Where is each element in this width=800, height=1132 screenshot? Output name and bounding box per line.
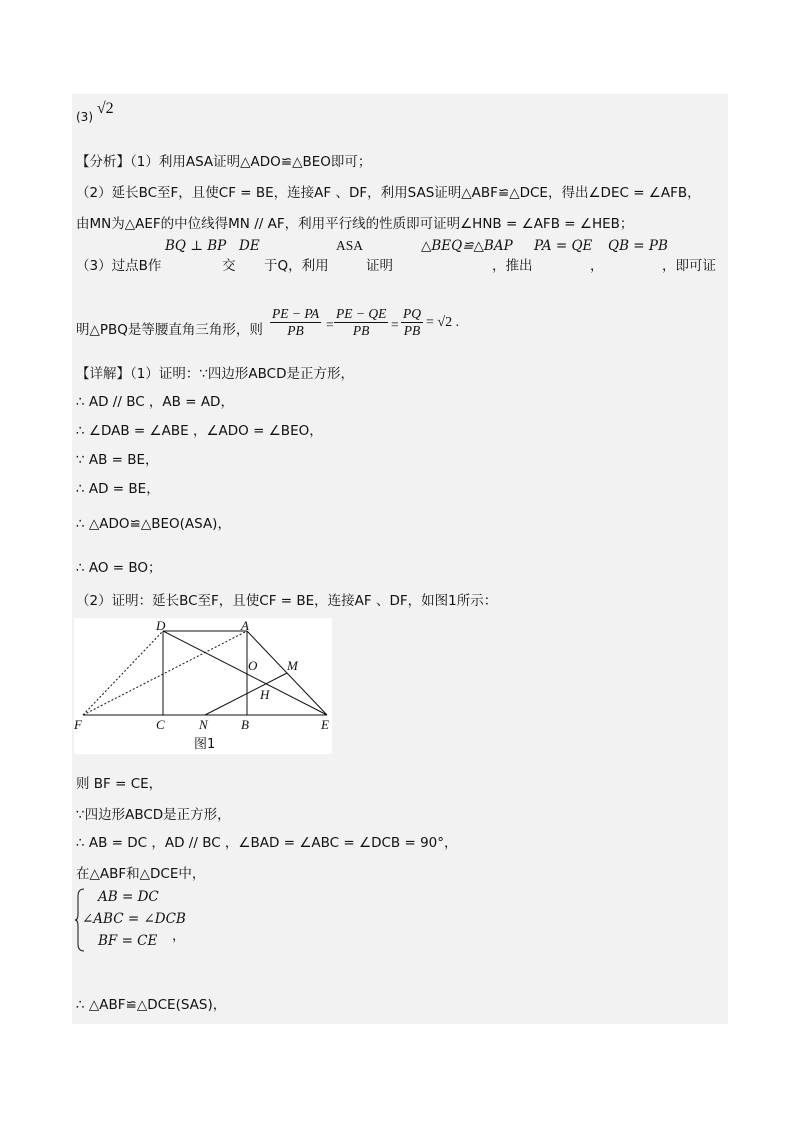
fraction-1: $\frac{PE - PA}{PB}$ bbox=[272, 306, 320, 338]
detail-line-7: ∴ AO = BO； bbox=[76, 560, 162, 576]
part3-answer: √2 bbox=[96, 100, 114, 117]
detail-line-4: ∵ AB = BE， bbox=[76, 452, 159, 468]
label-h: H bbox=[260, 687, 270, 702]
analysis-comma: ， bbox=[590, 258, 604, 274]
detail-line-8: （2）证明：延长BC至F，且使CF = BE，连接AF 、DF，如图1所示： bbox=[76, 593, 498, 609]
analysis-jiao: 交 bbox=[222, 258, 236, 274]
label-e: E bbox=[321, 717, 329, 732]
analysis-kezheng: ，即可证 bbox=[662, 258, 716, 274]
detail-line-5: ∴ AD = BE， bbox=[76, 481, 160, 497]
detail-line-12: 在△ABF和△DCE中， bbox=[76, 866, 206, 882]
detail-line-10: ∵四边形ABCD是正方形， bbox=[76, 807, 231, 823]
fraction-3: $\frac{PQ}{PB}$ bbox=[403, 306, 421, 338]
content-panel bbox=[72, 94, 728, 1024]
label-m: M bbox=[287, 658, 298, 673]
analysis-bq-perp-bp: BQ ⊥ BP bbox=[165, 238, 227, 254]
label-n: N bbox=[199, 717, 208, 732]
detail-line-13: ∴ △ABF≌△DCE(SAS)， bbox=[76, 997, 227, 1013]
label-d: D bbox=[156, 618, 166, 633]
part3-header: (3) √2 bbox=[76, 100, 114, 124]
equals-1: = bbox=[326, 317, 334, 332]
system-eq-3: BF = CE bbox=[98, 933, 158, 949]
label-o: O bbox=[248, 658, 258, 673]
analysis-asa: ASA bbox=[336, 238, 364, 253]
analysis-line-5: 明△PBQ是等腰直角三角形，则 bbox=[76, 322, 263, 338]
detail-line-2: ∴ AD // BC ，AB = AD， bbox=[76, 394, 234, 410]
figure-caption: 图1 bbox=[194, 737, 216, 752]
analysis-congruence: △BEQ≌△BAP bbox=[421, 238, 513, 254]
analysis-line-3: 由MN为△AEF的中位线得MN // AF，利用平行线的性质即可证明∠HNB = ∠AFB = ∠HEB； bbox=[76, 216, 634, 232]
detail-line-1: 【详解】（1）证明：∵四边形ABCD是正方形， bbox=[76, 366, 355, 382]
analysis-line-4: （3）过点B作 bbox=[76, 258, 162, 274]
analysis-zhengming: 证明 bbox=[366, 258, 393, 274]
detail-line-6: ∴ △ADO≌△BEO(ASA)， bbox=[76, 516, 231, 532]
analysis-line-1: 【分析】（1）利用ASA证明△ADO≌△BEO即可； bbox=[76, 154, 372, 170]
analysis-yuq: 于Q，利用 bbox=[264, 258, 329, 274]
label-c: C bbox=[156, 717, 165, 732]
label-a: A bbox=[241, 618, 249, 633]
system-comma: ， bbox=[172, 928, 186, 944]
detail-line-3: ∴ ∠DAB = ∠ABE ，∠ADO = ∠BEO， bbox=[76, 423, 323, 439]
analysis-qb-pb: QB = PB bbox=[608, 238, 668, 254]
label-f: F bbox=[74, 717, 82, 732]
analysis-tuichu: ，推出 bbox=[492, 258, 533, 274]
system-eq-1: AB = DC bbox=[98, 889, 159, 905]
figure-1 bbox=[74, 618, 332, 754]
system-eq-2: ∠ABC = ∠DCB bbox=[82, 911, 186, 927]
fraction-2: $\frac{PE - QE}{PB}$ bbox=[336, 306, 387, 338]
label-b: B bbox=[241, 717, 249, 732]
analysis-line-2: （2）延长BC至F，且使CF = BE，连接AF 、DF，利用SAS证明△ABF≌△DCE，得出∠DEC = ∠AFB， bbox=[76, 185, 701, 201]
detail-line-9: 则 BF = CE， bbox=[76, 776, 163, 792]
analysis-pa-qe: PA = QE bbox=[534, 238, 593, 254]
result-sqrt2: = √2 . bbox=[426, 315, 460, 330]
detail-line-11: ∴ AB = DC ，AD // BC ，∠BAD = ∠ABC = ∠DCB = 90°， bbox=[76, 835, 458, 851]
analysis-de: DE bbox=[239, 238, 260, 254]
equals-2: = bbox=[391, 317, 399, 332]
